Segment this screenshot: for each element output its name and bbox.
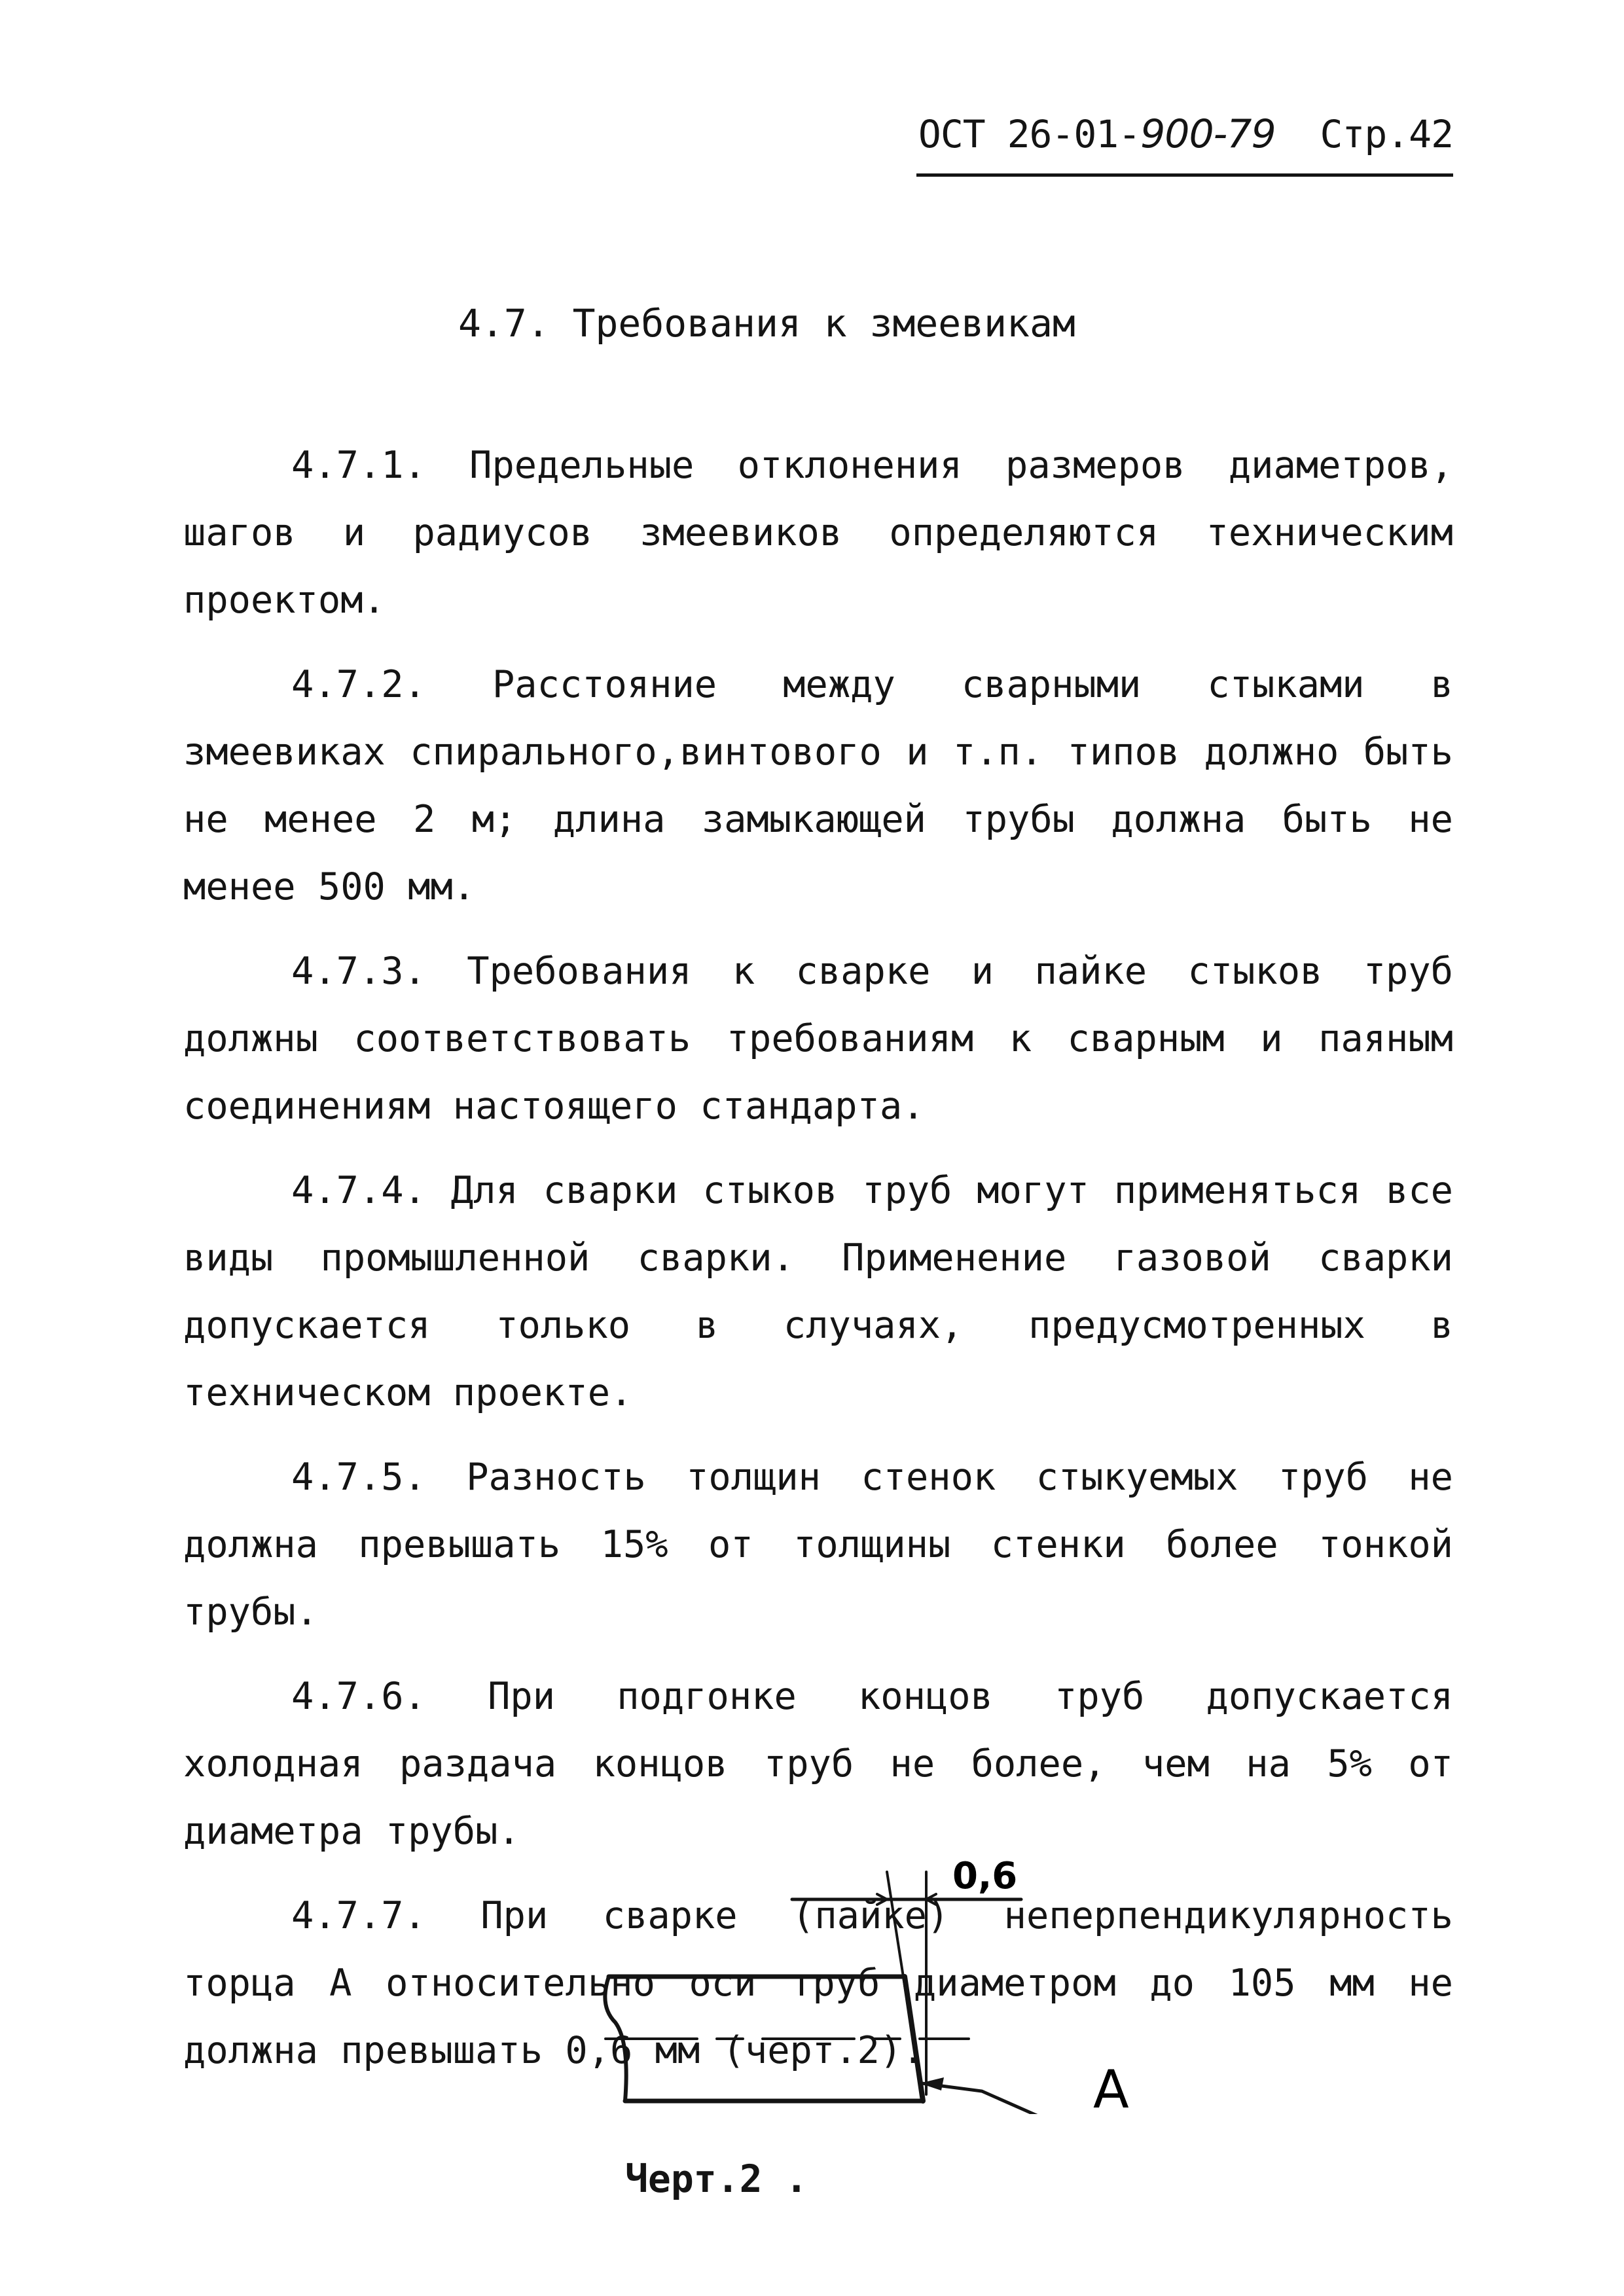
tolerance-label: 0,6 (952, 1855, 1018, 1897)
document-code-handwritten: 900-79 (1140, 111, 1276, 157)
paragraph-4-7-5: 4.7.5. Разность толщин стенок стыкуемых труб не должна превышать 15% от толщины стенки более тонкой трубы. (183, 1456, 1453, 1634)
drawing-pipe-end-squareness (589, 1826, 1244, 2114)
paragraph-4-7-3: 4.7.3. Требования к сварке и пайке стыков труб должны соответствовать требованиям к сварным и паяным соединениям настоящего стандарта. (183, 950, 1453, 1128)
figure-caption: Черт.2 . (625, 2157, 808, 2201)
surface-label: А (1093, 2059, 1129, 2114)
paragraph-4-7-6: 4.7.6. При подгонке концов труб допускается холодная раздача концов труб не более, чем на 5% от диаметра трубы. (183, 1675, 1453, 1853)
paragraph-4-7-2: 4.7.2. Расстояние между сварными стыками в змеевиках спирального,винтового и т.п. типов должно быть не менее 2 м; длина замыкающей трубы должна быть не менее 500 мм. (183, 663, 1453, 908)
document-code-prefix: ОСТ 26-01- (918, 112, 1141, 156)
paragraph-4-7-7: 4.7.7. При сварке (пайке) неперпендикулярность торца А относительно оси труб диаметром до 105 мм не должна превышать 0,6 мм (черт.2). (183, 1894, 1453, 2072)
page-header (916, 111, 1453, 183)
surface-leader (922, 2083, 1218, 2114)
paragraph-4-7-1: 4.7.1. Предельные отклонения размеров диаметров, шагов и радиусов змеевиков определяются техническим проектом. (183, 444, 1453, 622)
header-rule (916, 173, 1453, 177)
paragraph-4-7-4: 4.7.4. Для сварки стыков труб могут применяться все виды промышленной сварки. Применение газовой сварки допускается только в случаях, предусмотренных в техническом проекте. (183, 1169, 1453, 1414)
page-number: Стр.42 (1320, 112, 1453, 156)
document-code (918, 111, 1453, 157)
section-heading: 4.7. Требования к змеевикам (458, 301, 1075, 346)
